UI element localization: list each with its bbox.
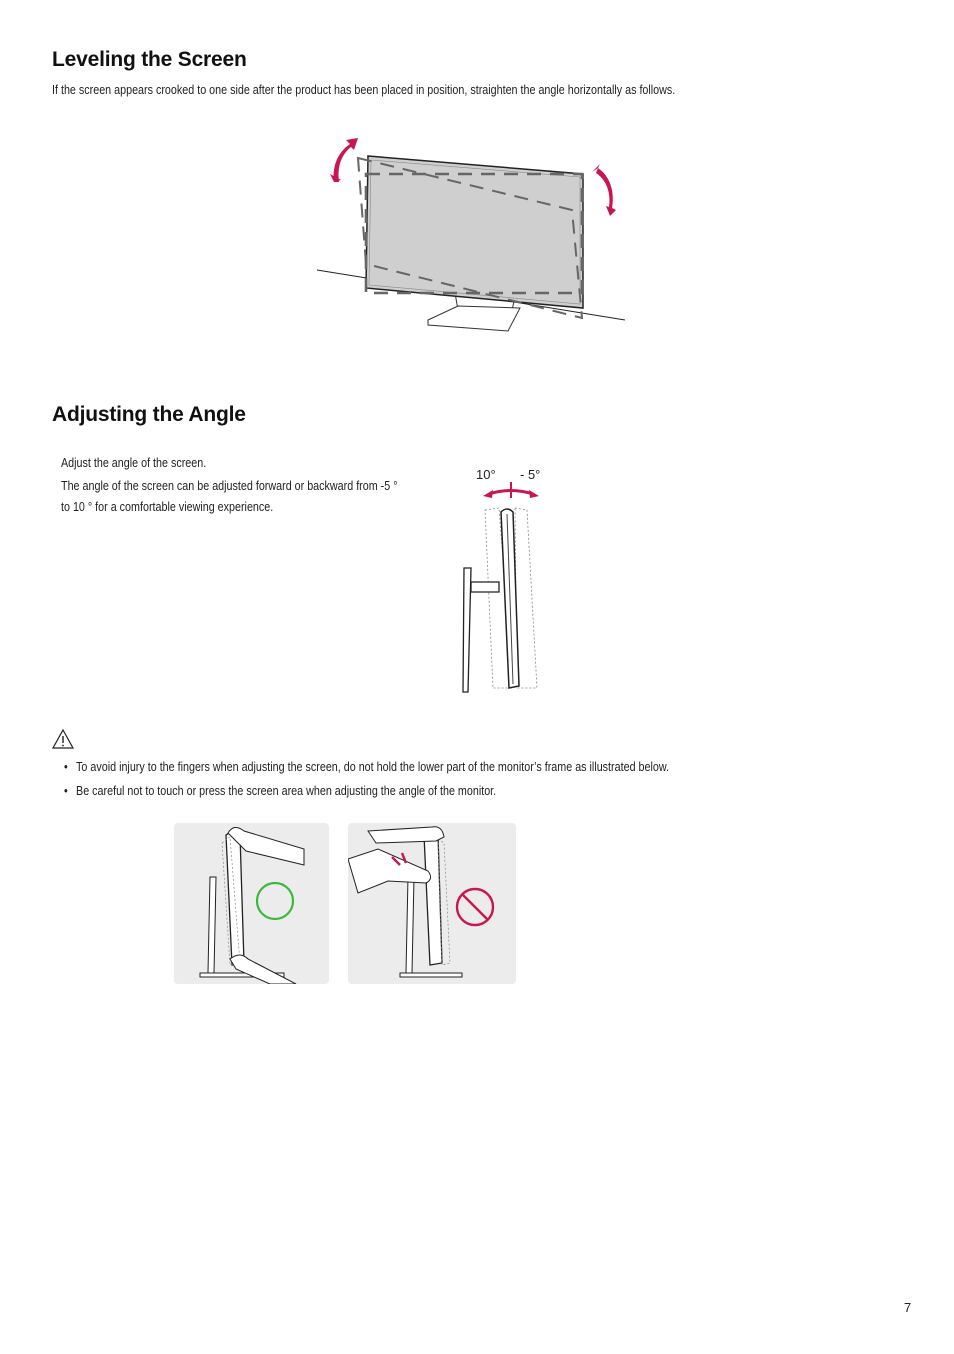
tilt-arrow-head-left: [483, 490, 493, 498]
red-prohibited-icon: [457, 889, 493, 925]
warning-triangle-icon: [51, 728, 75, 750]
tilt-back-label: 10°: [476, 467, 496, 482]
caution-list: [64, 757, 669, 805]
leveling-title: Leveling the Screen: [52, 48, 247, 71]
angle-line-2: The angle of the screen can be adjusted forward or backward from -5 °: [61, 479, 398, 493]
green-circle-ok-icon: [257, 883, 293, 919]
tilt-angle-illustration: [455, 478, 555, 694]
caution-bullet-2: • Be careful not to touch or press the screen area when adjusting the angle of the monitor.: [64, 781, 669, 805]
page-number: 7: [904, 1300, 912, 1315]
leveling-description: If the screen appears crooked to one side after the product has been placed in position, straighten the angle horizontally as follows.: [52, 83, 676, 97]
rotate-right-arrow-icon: [592, 164, 616, 216]
stand-hinge: [471, 582, 499, 592]
correct-handling-illustration: [174, 823, 329, 984]
incorrect-handling-illustration: [348, 823, 516, 984]
incorrect-handling-panel: [348, 823, 516, 984]
angle-title: Adjusting the Angle: [52, 403, 246, 426]
caution-bullet-1: • To avoid injury to the fingers when adjusting the screen, do not hold the lower part of the monitor’s frame as illustrated below.: [64, 757, 669, 781]
tilt-forward-label: - 5°: [520, 467, 541, 482]
correct-handling-panel: [174, 823, 329, 984]
stand-column: [463, 568, 471, 692]
angle-line-3: to 10 ° for a comfortable viewing experience.: [61, 500, 274, 514]
leveling-illustration: [300, 128, 640, 338]
rotate-left-arrow-icon: [330, 138, 358, 182]
tilt-arrow-head-right: [529, 490, 539, 498]
monitor-screen: [366, 156, 583, 308]
angle-line-1: Adjust the angle of the screen.: [61, 456, 207, 470]
